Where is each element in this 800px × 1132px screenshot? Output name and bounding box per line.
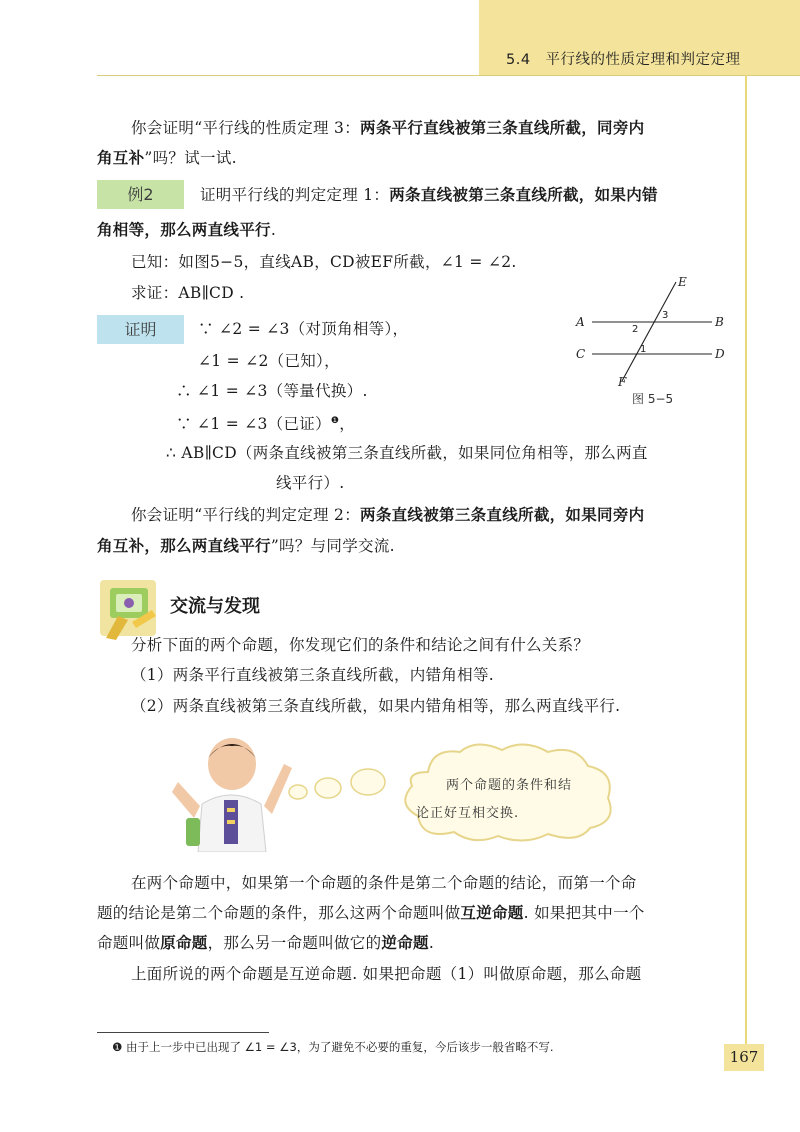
figure-caption: 图 5−5 xyxy=(632,392,674,406)
text: ，那么另一命题叫做它的 xyxy=(207,934,382,952)
text: 证明平行线的判定定理 1： xyxy=(200,186,390,204)
paragraph-3-line-1: 在两个命题中，如果第一个命题的条件是第二个命题的结论，而第一个命 xyxy=(131,874,637,892)
section-title: 交流与发现 xyxy=(170,596,260,617)
paragraph-1-line-1 xyxy=(131,117,644,139)
example-line-1 xyxy=(200,184,658,206)
angle-2-label: 2 xyxy=(632,324,639,335)
text: . xyxy=(428,934,435,952)
paragraph-3-line-3 xyxy=(97,932,434,954)
cloud-text-line-1: 两个命题的条件和结 xyxy=(446,778,573,793)
text: 你会证明“平行线的判定定理 2： xyxy=(131,506,361,524)
text: 题的结论是第二个命题的条件，那么这两个命题叫做 xyxy=(97,904,461,922)
paragraph-1-line-2 xyxy=(97,147,237,169)
footnote: ❶ 由于上一步中已出现了 ∠1 = ∠3，为了避免不必要的重复，今后该步一般省略不写. xyxy=(112,1040,554,1054)
example-label: 例2 xyxy=(97,180,184,209)
text: 命题叫做 xyxy=(97,934,161,952)
proof-step-1: ∵ ∠2 = ∠3（对顶角相等）， xyxy=(198,320,409,338)
proof-step-6: 线平行）. xyxy=(276,474,345,492)
text: . xyxy=(270,221,277,239)
bold-text: 两条直线被第三条直线所截，如果内错 xyxy=(389,186,658,204)
bold-text: 角互补 xyxy=(97,149,145,167)
label-f: F xyxy=(618,375,627,388)
paragraph-2-line-1 xyxy=(131,504,644,526)
term-original-proposition: 原命题 xyxy=(160,934,208,952)
text: ∵ ∠1 = ∠3（已证） xyxy=(176,415,331,434)
thought-trail xyxy=(288,760,408,804)
proposition-1: （1）两条平行直线被第三条直线所截，内错角相等. xyxy=(131,666,494,684)
header-rule xyxy=(97,75,800,76)
student-illustration xyxy=(166,734,296,852)
proof-step-4 xyxy=(176,410,355,435)
discussion-icon xyxy=(98,576,162,642)
given-statement: 已知：如图5−5，直线AB，CD被EF所截，∠1 = ∠2. xyxy=(131,253,517,271)
proof-label: 证明 xyxy=(97,315,184,344)
label-a: A xyxy=(576,315,585,329)
term-converse-propositions: 互逆命题 xyxy=(460,904,524,922)
footnote-mark[interactable]: ❶ xyxy=(330,416,340,426)
label-b: B xyxy=(715,315,724,329)
angle-1-label: 1 xyxy=(640,344,647,355)
bold-text: 角互补，那么两直线平行 xyxy=(97,537,271,555)
proof-step-2: ∠1 = ∠2（已知）， xyxy=(198,352,340,370)
prove-statement: 求证：AB∥CD . xyxy=(131,284,245,302)
proof-step-5: ∴ AB∥CD（两条直线被第三条直线所截，如果同位角相等，那么两直 xyxy=(166,444,648,462)
footnote-rule xyxy=(97,1032,269,1033)
section-intro: 分析下面的两个命题，你发现它们的条件和结论之间有什么关系？ xyxy=(131,636,590,654)
section-header: 5.4 平行线的性质定理和判定定理 xyxy=(506,52,741,68)
example-line-2 xyxy=(97,219,276,241)
paragraph-3-line-2 xyxy=(97,902,645,924)
proof-step-3: ∴ ∠1 = ∠3（等量代换）. xyxy=(176,382,368,400)
figure-5-5 xyxy=(572,276,742,388)
cloud-text-line-2: 论正好互相交换. xyxy=(416,806,520,821)
term-converse-proposition: 逆命题 xyxy=(381,934,429,952)
bold-text: 角相等，那么两直线平行 xyxy=(97,221,271,239)
angle-3-label: 3 xyxy=(662,310,669,321)
page-number: 167 xyxy=(729,1048,759,1066)
bold-text: 两条平行直线被第三条直线所截，同旁内 xyxy=(360,119,645,137)
paragraph-4-line-1: 上面所说的两个命题是互逆命题. 如果把命题（1）叫做原命题，那么命题 xyxy=(131,965,642,983)
label-c: C xyxy=(576,347,586,361)
label-e: E xyxy=(678,276,687,289)
thought-cloud xyxy=(398,742,620,844)
line-ef xyxy=(622,282,676,381)
proposition-2: （2）两条直线被第三条直线所截，如果内错角相等，那么两直线平行. xyxy=(131,697,621,715)
paragraph-2-line-2 xyxy=(97,535,395,557)
text: . 如果把其中一个 xyxy=(523,904,645,922)
text: ”吗？与同学交流. xyxy=(270,537,395,555)
text: 你会证明“平行线的性质定理 3： xyxy=(131,119,361,137)
text: ， xyxy=(339,415,356,434)
label-d: D xyxy=(715,347,725,361)
margin-rule xyxy=(745,75,747,1045)
bold-text: 两条直线被第三条直线所截，如果同旁内 xyxy=(360,506,645,524)
text: ”吗？试一试. xyxy=(144,149,237,167)
